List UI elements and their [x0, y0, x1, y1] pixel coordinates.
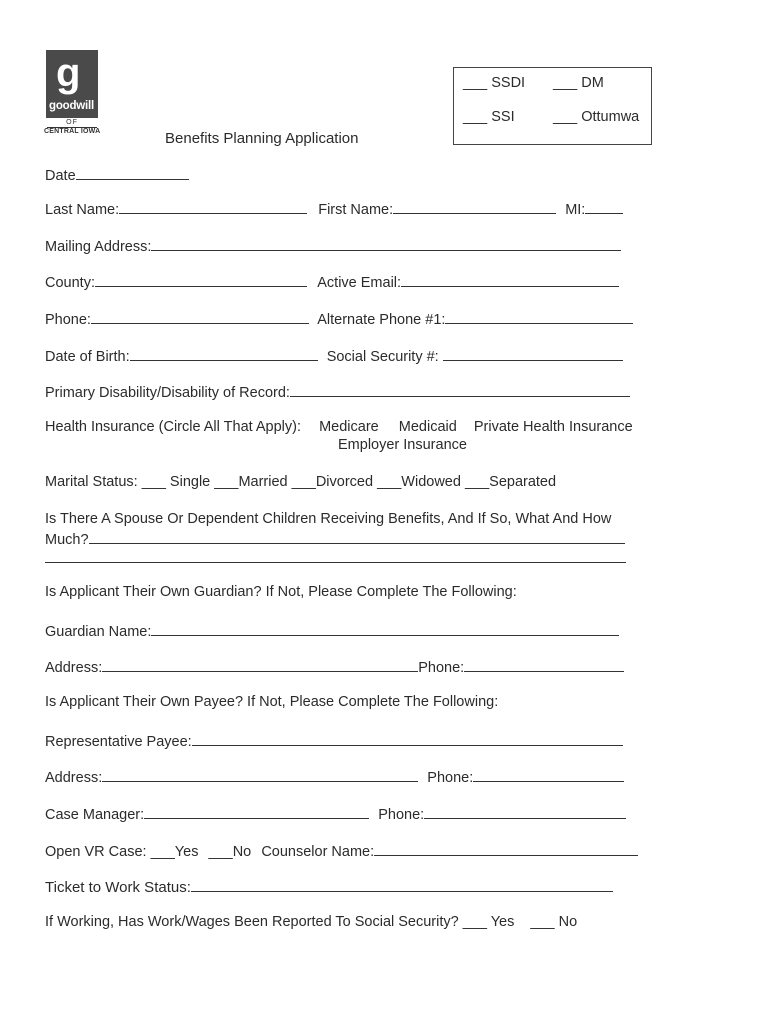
option-widowed[interactable]: ___Widowed — [377, 474, 461, 490]
option-single[interactable]: ___ Single — [141, 474, 211, 490]
date-row — [45, 165, 189, 184]
marital-status-row — [45, 474, 556, 490]
spouse-question-line1: Is There A Spouse Or Dependent Children Receiving Benefits, And If So, What And How — [45, 511, 612, 527]
spouse-question-much: Much? — [45, 532, 89, 548]
working-row — [45, 914, 577, 930]
option-medicare[interactable]: Medicare — [319, 419, 379, 435]
first-name-field[interactable] — [393, 199, 556, 214]
phone-field[interactable] — [91, 309, 309, 324]
working-question: If Working, Has Work/Wages Been Reported To Social Security? — [45, 914, 459, 930]
marital-status-label: Marital Status: — [45, 474, 138, 490]
date-label: Date — [45, 168, 76, 184]
guardian-address-field[interactable] — [102, 657, 418, 672]
logo-word: goodwill — [49, 100, 95, 112]
health-insurance-label: Health Insurance (Circle All That Apply): — [45, 419, 302, 435]
guardian-phone-field[interactable] — [464, 657, 624, 672]
option-married[interactable]: ___Married — [214, 474, 288, 490]
case-manager-phone-field[interactable] — [424, 804, 626, 819]
logo-of: OF — [66, 119, 78, 126]
logo-g-icon: g — [56, 51, 81, 95]
active-email-label: Active Email: — [317, 275, 402, 291]
active-email-field[interactable] — [401, 272, 619, 287]
guardian-name-row — [45, 621, 619, 640]
option-employer-insurance[interactable]: Employer Insurance — [338, 437, 467, 453]
page-title: Benefits Planning Application — [165, 130, 359, 147]
primary-disability-field[interactable] — [290, 382, 630, 397]
program-options-box — [453, 67, 652, 145]
rep-payee-row — [45, 731, 623, 750]
last-name-label: Last Name: — [45, 202, 120, 218]
payee-phone-field[interactable] — [473, 767, 624, 782]
guardian-address-label: Address: — [45, 660, 103, 676]
logo-mark — [46, 50, 98, 118]
rep-payee-label: Representative Payee: — [45, 734, 192, 750]
county-row — [45, 272, 619, 291]
ticket-to-work-field[interactable] — [191, 877, 613, 892]
dob-field[interactable] — [130, 346, 318, 361]
county-field[interactable] — [95, 272, 307, 287]
case-manager-phone-label: Phone: — [378, 807, 425, 823]
alt-phone-label: Alternate Phone #1: — [317, 312, 446, 328]
open-vr-label: Open VR Case: — [45, 844, 147, 860]
payee-question: Is Applicant Their Own Payee? If Not, Please Complete The Following: — [45, 694, 499, 710]
ticket-to-work-label: Ticket to Work Status: — [45, 879, 191, 896]
mailing-address-field[interactable] — [151, 236, 621, 251]
health-insurance-row — [45, 419, 633, 435]
case-manager-field[interactable] — [144, 804, 369, 819]
date-field[interactable] — [76, 165, 189, 180]
payee-address-field[interactable] — [102, 767, 418, 782]
alt-phone-field[interactable] — [445, 309, 633, 324]
rep-payee-field[interactable] — [192, 731, 623, 746]
option-ssdi[interactable]: ___ SSDI — [463, 75, 526, 91]
option-separated[interactable]: ___Separated — [464, 474, 557, 490]
guardian-phone-label: Phone: — [418, 660, 465, 676]
guardian-address-row — [45, 657, 624, 676]
option-vr-yes[interactable]: ___Yes — [150, 844, 199, 860]
case-manager-row — [45, 804, 626, 823]
option-vr-no[interactable]: ___No — [208, 844, 252, 860]
payee-address-label: Address: — [45, 770, 103, 786]
mi-field[interactable] — [585, 199, 623, 214]
dob-row — [45, 346, 623, 365]
option-wages-no[interactable]: ___ No — [530, 914, 578, 930]
spouse-answer-field[interactable] — [89, 529, 625, 544]
mi-label: MI: — [565, 202, 586, 218]
ssn-field[interactable] — [443, 346, 623, 361]
counselor-name-field[interactable] — [374, 841, 638, 856]
primary-disability-label: Primary Disability/Disability of Record: — [45, 385, 290, 401]
payee-phone-label: Phone: — [427, 770, 474, 786]
phone-label: Phone: — [45, 312, 91, 328]
option-ottumwa[interactable]: ___ Ottumwa — [553, 109, 640, 125]
ticket-to-work-row — [45, 877, 613, 896]
county-label: County: — [45, 275, 95, 291]
option-dm[interactable]: ___ DM — [553, 75, 604, 91]
ssn-label: Social Security #: — [326, 349, 439, 365]
name-row — [45, 199, 623, 218]
primary-disability-row — [45, 382, 630, 401]
spouse-answer-line2[interactable] — [45, 546, 626, 563]
option-ssi[interactable]: ___ SSI — [463, 109, 515, 125]
case-manager-label: Case Manager: — [45, 807, 145, 823]
mailing-address-row — [45, 236, 621, 255]
mailing-address-label: Mailing Address: — [45, 239, 152, 255]
option-medicaid[interactable]: Medicaid — [398, 419, 457, 435]
employer-insurance-row — [338, 437, 467, 453]
guardian-name-field[interactable] — [151, 621, 619, 636]
goodwill-logo — [44, 50, 101, 135]
counselor-name-label: Counselor Name: — [261, 844, 375, 860]
open-vr-row — [45, 841, 638, 860]
phone-row — [45, 309, 633, 328]
logo-region: CENTRAL IOWA — [44, 128, 101, 135]
guardian-question: Is Applicant Their Own Guardian? If Not, Please Complete The Following: — [45, 584, 517, 600]
option-wages-yes[interactable]: ___ Yes — [462, 914, 515, 930]
last-name-field[interactable] — [119, 199, 307, 214]
payee-address-row — [45, 767, 624, 786]
first-name-label: First Name: — [318, 202, 394, 218]
option-divorced[interactable]: ___Divorced — [291, 474, 374, 490]
guardian-name-label: Guardian Name: — [45, 624, 152, 640]
option-private-insurance[interactable]: Private Health Insurance — [473, 419, 633, 435]
dob-label: Date of Birth: — [45, 349, 130, 365]
